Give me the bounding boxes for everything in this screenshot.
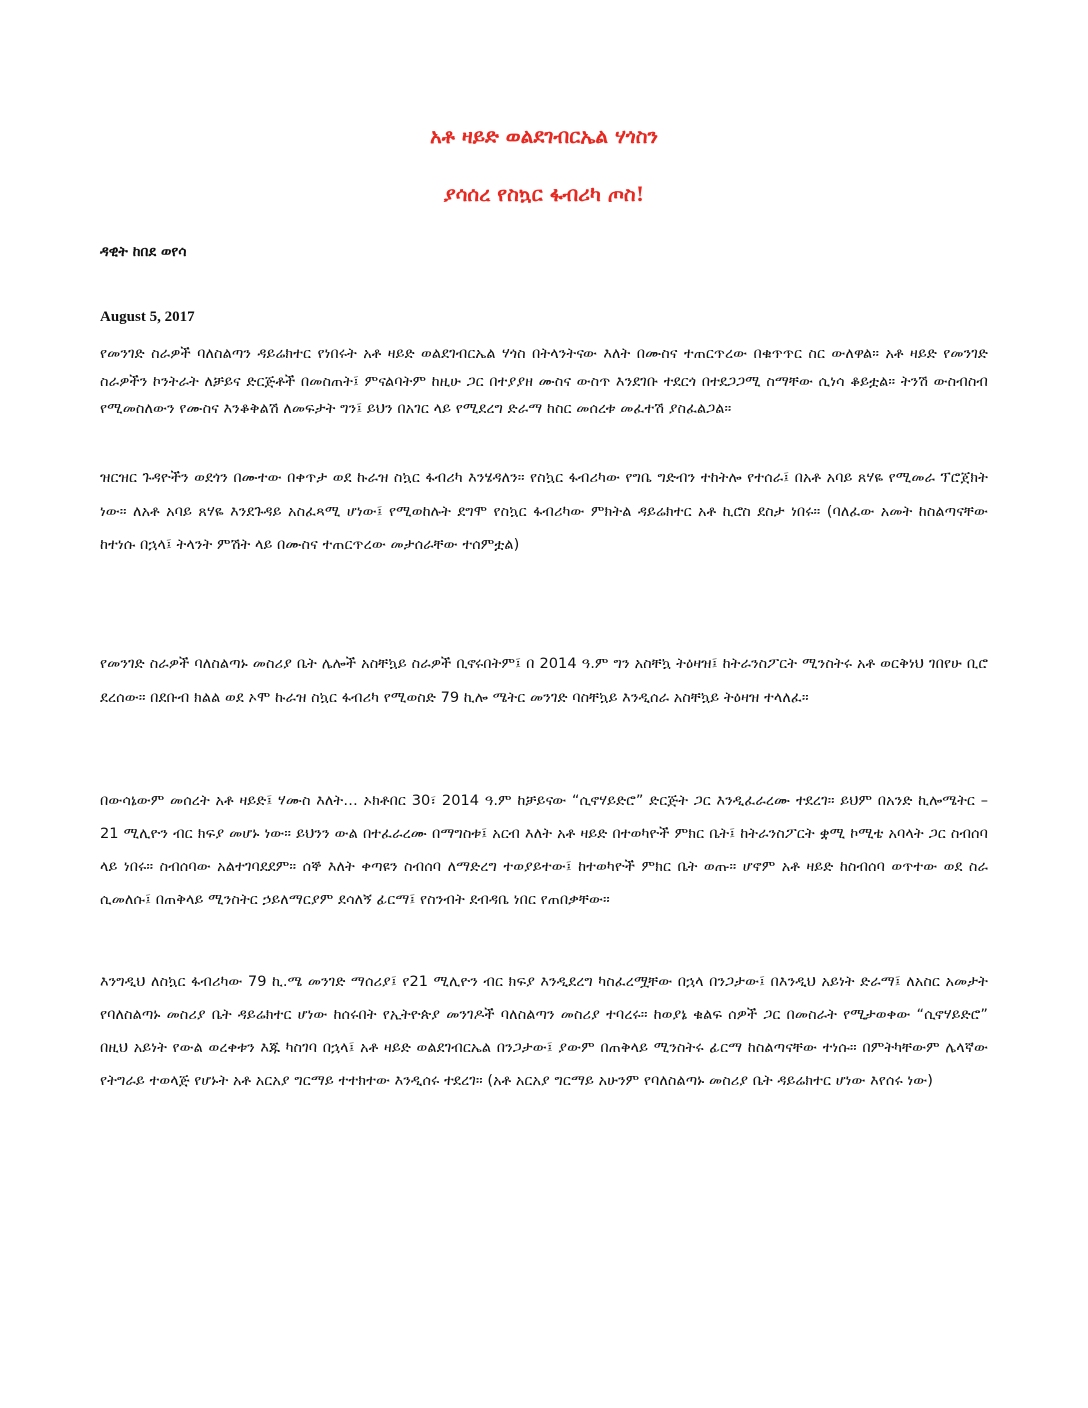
paragraph-1: የመንገድ ስራዎች ባለስልጣን ዳይሬክተር የነበሩት አቶ ዛይድ ወልደገብርኤል ሃጎስ በትላንትናው እለት በሙስና ተጠርጥረው በቁጥጥር ስር ውለዋል። አቶ ዛይድ የመንገድ ስራዎችን ኮንትራት ለቻይና ድርጅቶች በመስጠት፤ ምናልባትም ከዚሁ ጋር በተያያዘ ሙስና ውስጥ እንደገቡ ተደርጎ በተደጋጋሚ ስማቸው ሲነሳ ቆይቷል። ትንሽ ውስብስብ የሚመስለውን የሙስና እንቆቅልሽ ለመፍታት ግን፤ ይህን በአገር ላይ የሚደረግ ድራማ ከስር መሰረቱ መፈተሽ ያስፈልጋል።	[100, 345, 988, 417]
paragraph-4: በውሳኔውም መሰረት አቶ ዛይድ፤ ሃሙስ እለት… ኦክቶበር 30፣ 2014 ዓ.ም ከቻይናው “ሲኖሃይድሮ” ድርጅት ጋር እንዲፈራረሙ ተደረገ። ይህም በአንድ ኪሎሜትር – 21 ሚሊዮን ብር ክፍያ መሆኑ ነው። ይህንን ውል በተፈራረሙ በማግስቱ፤ አርብ እለት አቶ ዛይድ በተወካዮች ምክር ቤት፤ ከትራንስፖርት ቋሚ ኮሚቴ አባላት ጋር ስብሰባ ላይ ነበሩ። ስብሰባው አልተገባደደም። ሰኞ እለት ቀጣዩን ስብሰባ ለማድረግ ተወያይተው፤ ከተወካዮች ምክር ቤት ወጡ። ሆኖም አቶ ዛይድ ከስብሰባ ወጥተው ወደ ስራ ሲመለሱ፤ በጠቅላይ ሚንስትር ኃይለማርያም ደሳለኝ ፊርማ፤ የስንብት ደብዳቤ ነበር የጠበቃቸው።	[100, 792, 988, 908]
article-title-line-1: አቶ ዛይድ ወልደገብርኤል ሃጎስን	[430, 124, 658, 148]
paragraph-5: እንግዲህ ለስኳር ፋብሪካው 79 ኪ.ሜ መንገድ ማሰሪያ፤ የ21 ሚሊዮን ብር ክፍያ እንዲደረግ ካስፈረሟቸው በኋላ በንጋታው፤ በእንዲህ አይነት ድራማ፤ ለአስር አመታት የባለስልጣኑ መስሪያ ቤት ዳይሬክተር ሆነው ከሰሩበት የኢትዮጵያ መንገዶች ባለስልጣን መስሪያ ተባረሩ። ከወያኔ ቁልፍ ሰዎች ጋር በመስራት የሚታወቀው “ሲኖሃይድሮ” በዚህ አይነት የውል ወረቀቱን እጁ ካስገባ በኋላ፤ አቶ ዛይድ ወልደገብርኤል በንጋታው፤ ያውም በጠቅላይ ሚንስትሩ ፊርማ ከስልጣናቸው ተነሱ። በምትካቸውም ሌላኛው የትግራይ ተወላጅ የሆኑት አቶ አርአያ ግርማይ ተተክተው እንዲሰሩ ተደረገ። (አቶ አርአያ ግርማይ አሁንም የባለስልጣኑ መስሪያ ቤት ዳይሬክተር ሆነው እየሰሩ ነው)	[100, 973, 988, 1089]
article-author: ዳዊት ከበደ ወየሳ	[100, 244, 187, 260]
paragraph-2: ዝርዝር ጉዳዮችን ወደጎን በሙተው በቀጥታ ወደ ኩራዝ ስኳር ፋብሪካ እንሄዳለን። የስኳር ፋብሪካው የግቤ ግድብን ተከትሎ የተሰራ፤ በአቶ አባይ ጸሃዬ የሚመራ ፕሮጀክት ነው። ለአቶ አባይ ጸሃዬ እንደጉዳይ አስፈጻሚ ሆነው፤ የሚወከሉት ደግሞ የስኳር ፋብሪካው ምክትል ዳይሬክተር አቶ ኪሮስ ደስታ ነበሩ። (ባለፈው አመት ከስልጣናቸው ከተነሱ በኋላ፤ ትላንት ምሽት ላይ በሙስና ተጠርጥረው መታሰራቸው ተሰምቷል)	[100, 469, 988, 553]
article-title-line-2: ያሳሰረ የስኳር ፋብሪካ ጦስ!	[443, 182, 645, 206]
article-date: August 5, 2017	[100, 309, 195, 325]
paragraph-3: የመንገድ ስራዎች ባለስልጣኑ መስሪያ ቤት ሌሎች አስቸኳይ ስራዎች ቢኖሩበትም፤ በ 2014 ዓ.ም ግን አስቸኳ ትዕዛዝ፤ ከትራንስፖርት ሚንስትሩ አቶ ወርቅነህ ገበየሁ ቢሮ ደረሰው። በደቡብ ክልል ወደ ኦሞ ኩራዝ ስኳር ፋብሪካ የሚወስድ 79 ኪሎ ሜትር መንገድ ባስቸኳይ እንዲሰራ አስቸኳይ ትዕዛዝ ተላለፈ።	[100, 655, 988, 706]
